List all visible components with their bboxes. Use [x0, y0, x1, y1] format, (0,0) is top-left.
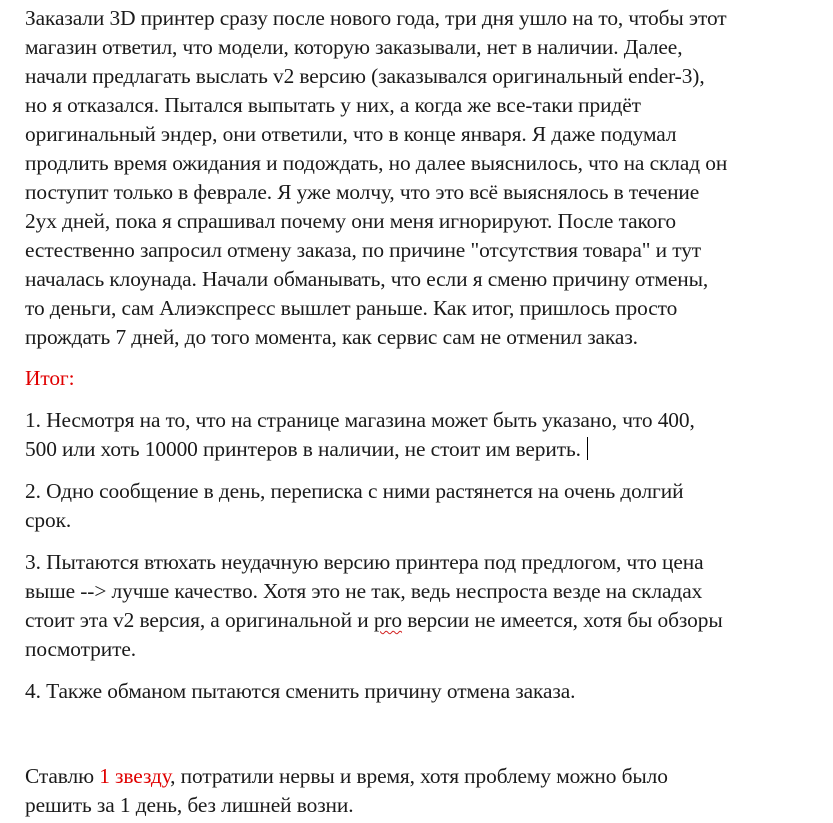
- summary-point-4-line: 4. Также обманом пытаются сменить причину отмена заказа.: [25, 679, 576, 703]
- rating-prefix: Ставлю: [25, 764, 100, 788]
- summary-heading: Итог:: [25, 366, 75, 390]
- rating-paragraph: [25, 762, 825, 820]
- summary-point-1-line: 500 или хоть 10000 принтеров в наличии, не стоит им верить.: [25, 437, 581, 461]
- intro-line: 2ух дней, пока я спрашивал почему они меня игнорируют. После такого: [25, 209, 677, 233]
- intro-line: продлить время ожидания и подождать, но далее выяснилось, что на склад он: [25, 151, 728, 175]
- text-cursor: [587, 437, 588, 460]
- summary-point-2: [25, 477, 825, 535]
- intro-line: поступит только в феврале. Я уже молчу, что это всё выяснялось в течение: [25, 180, 700, 204]
- summary-point-1: [25, 406, 825, 464]
- intro-line: естественно запросил отмену заказа, по причине "отсутствия товара" и тут: [25, 238, 702, 262]
- intro-line: оригинальный эндер, они ответили, что в конце января. Я даже подумал: [25, 122, 677, 146]
- summary-point-2-line: 2. Одно сообщение в день, переписка с ними растянется на очень долгий: [25, 479, 684, 503]
- summary-point-3-line: 3. Пытаются втюхать неудачную версию принтера под предлогом, что цена: [25, 550, 704, 574]
- intro-paragraph: [25, 4, 825, 352]
- intro-line: магазин ответил, что модели, которую заказывали, нет в наличии. Далее,: [25, 35, 683, 59]
- summary-point-2-line: срок.: [25, 508, 72, 532]
- intro-line: то деньги, сам Алиэкспресс вышлет раньше. Как итог, пришлось просто: [25, 296, 678, 320]
- summary-point-3-line: версии не имеется, хотя бы обзоры: [402, 608, 723, 632]
- summary-point-3-line: посмотрите.: [25, 637, 136, 661]
- rating-line: решить за 1 день, без лишней возни.: [25, 793, 354, 817]
- summary-point-4: [25, 677, 825, 706]
- summary-point-3-line: выше --> лучше качество. Хотя это не так, ведь неспроста везде на складах: [25, 579, 703, 603]
- intro-line: началась клоунада. Начали обманывать, что если я сменю причину отмены,: [25, 267, 709, 291]
- intro-line: Заказали 3D принтер сразу после нового года, три дня ушло на то, чтобы этот: [25, 6, 727, 30]
- rating-stars-text: 1 звезду: [99, 764, 171, 788]
- rating-suffix: , потратили нервы и время, хотя проблему можно было: [170, 764, 668, 788]
- misspelled-word[interactable]: pro: [373, 608, 403, 632]
- intro-line: но я отказался. Пытался выпытать у них, а когда же все-таки придёт: [25, 93, 641, 117]
- summary-point-3-line: стоит эта v2 версия, а оригинальной и: [25, 608, 374, 632]
- summary-point-1-line: 1. Несмотря на то, что на странице магазина может быть указано, что 400,: [25, 408, 695, 432]
- intro-line: начали предлагать выслать v2 версию (заказывался оригинальный ender-3),: [25, 64, 705, 88]
- summary-point-3: [25, 548, 825, 664]
- intro-line: прождать 7 дней, до того момента, как сервис сам не отменил заказ.: [25, 325, 638, 349]
